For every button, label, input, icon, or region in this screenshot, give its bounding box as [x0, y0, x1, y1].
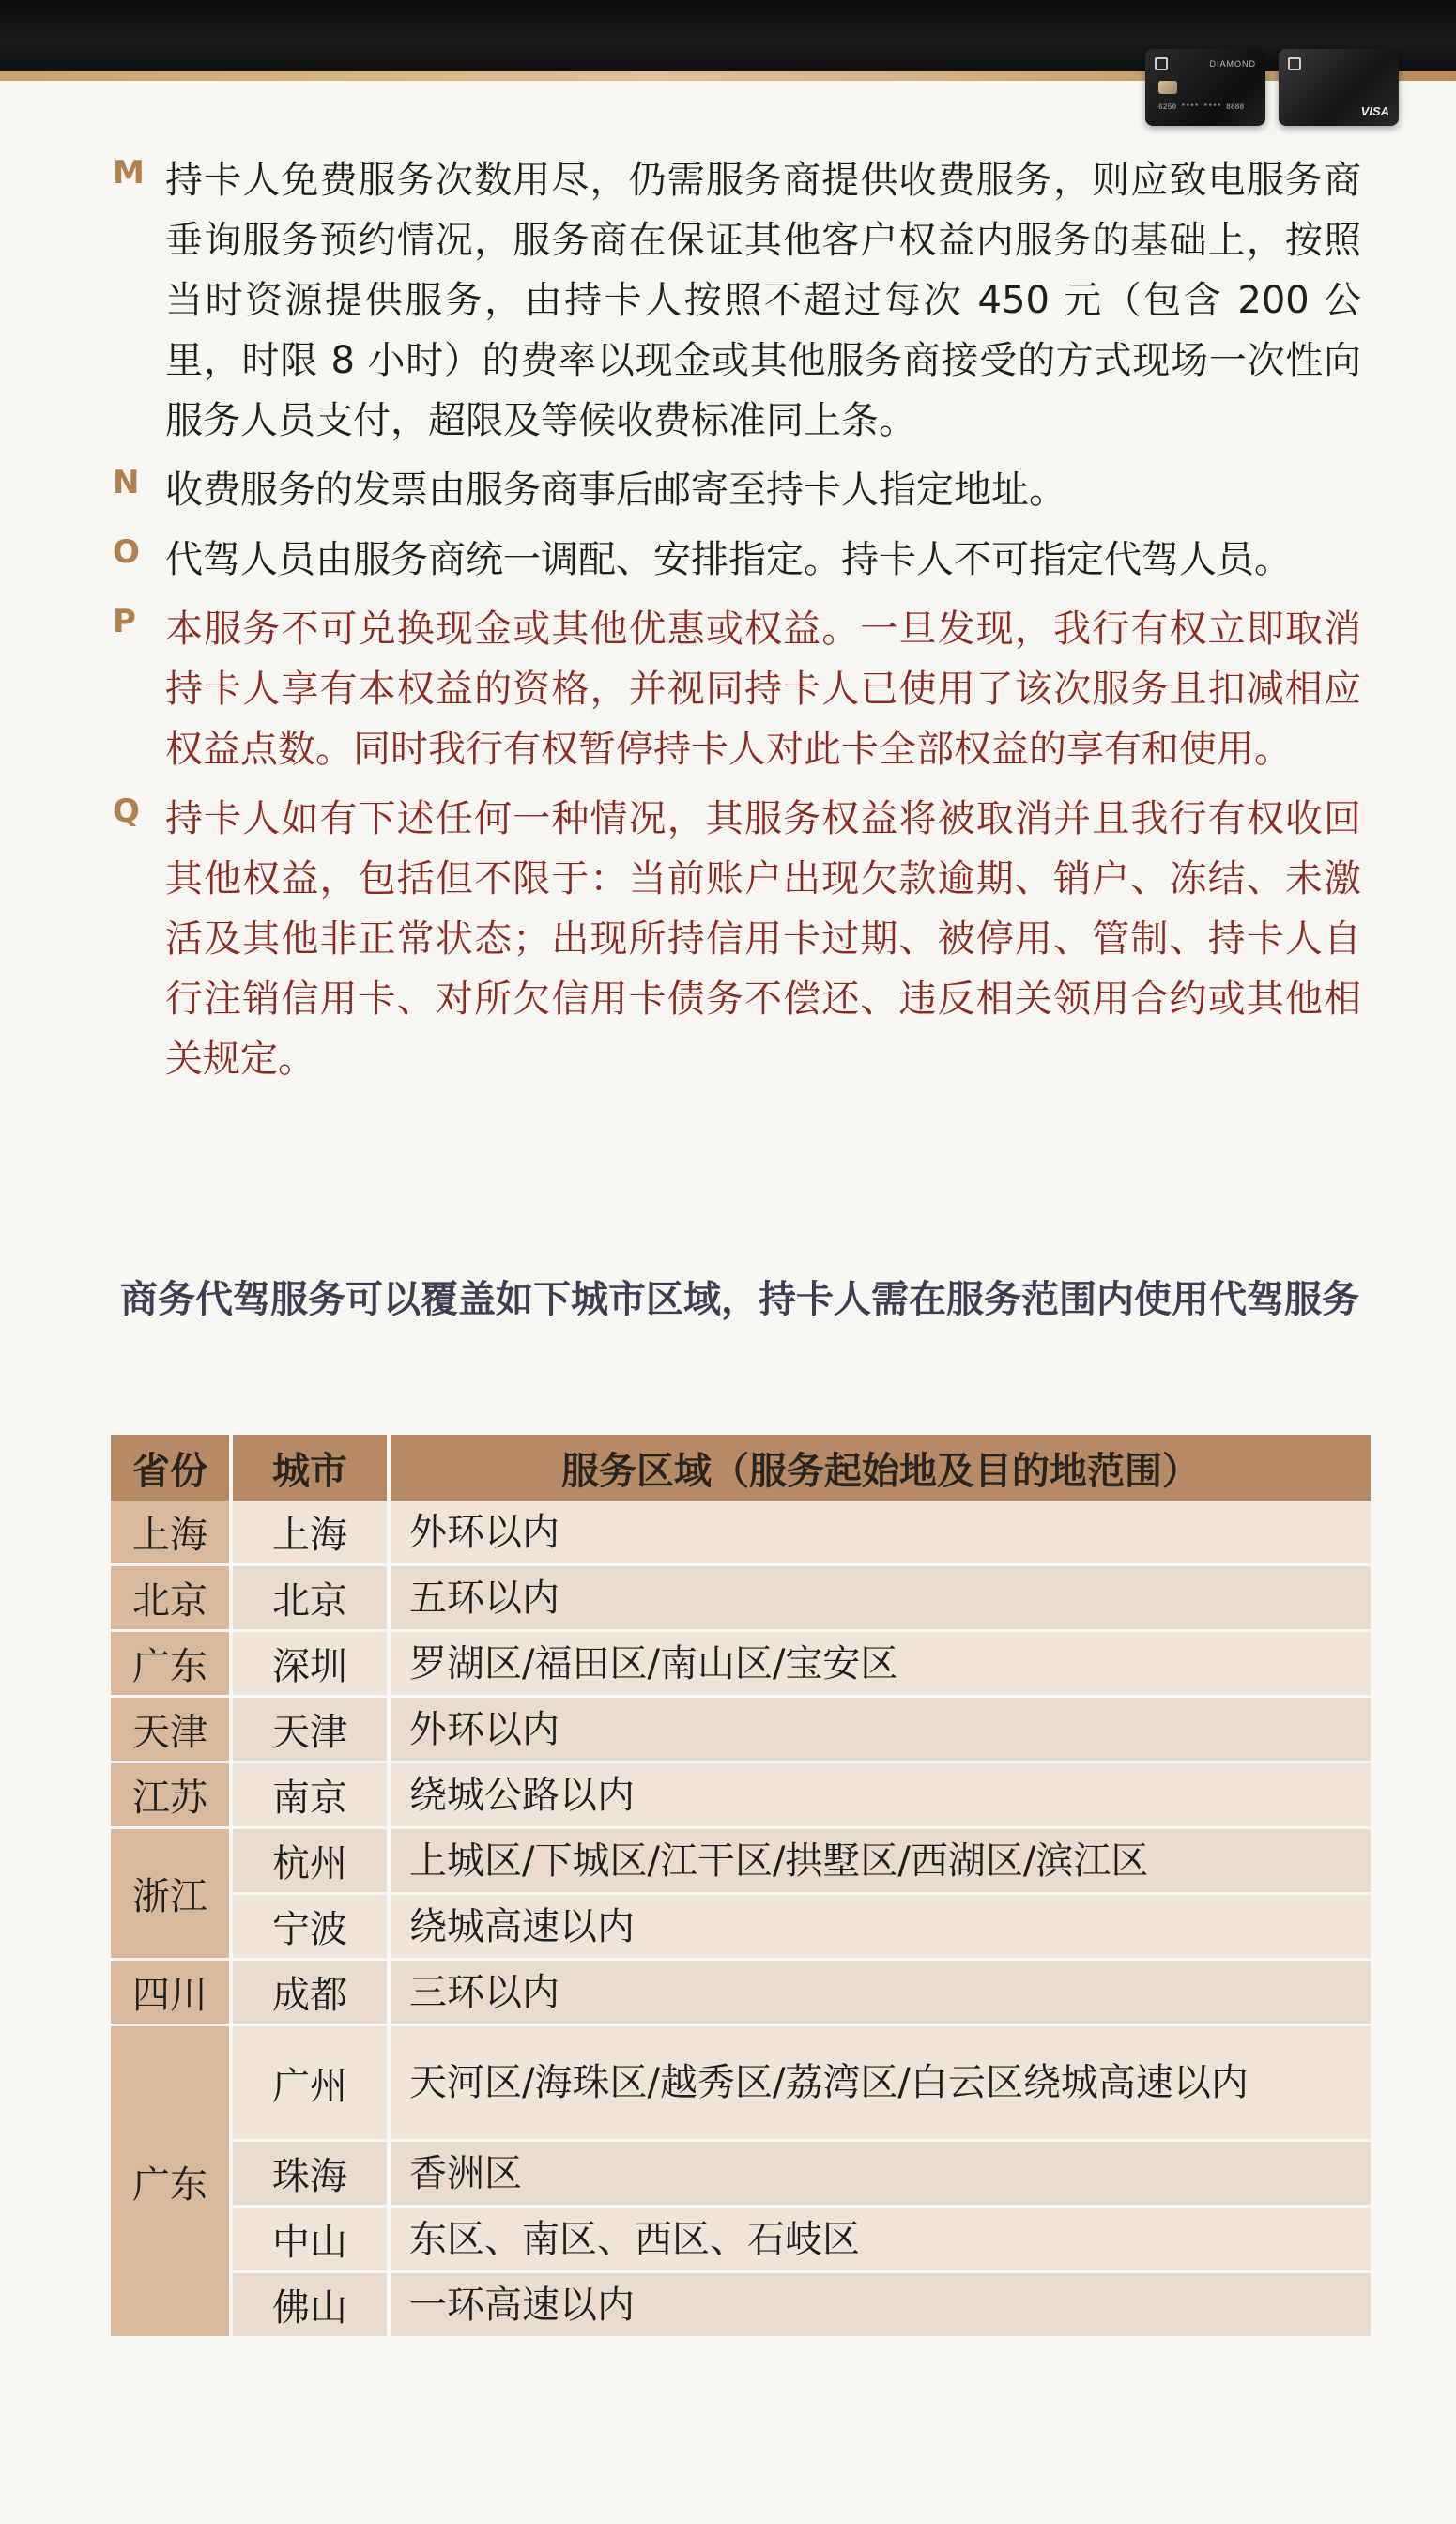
city-cell: 广州 — [231, 2025, 389, 2141]
term-text: 持卡人免费服务次数用尽，仍需服务商提供收费服务，则应致电服务商垂询服务预约情况，服务商在保证其他客户权益内服务的基础上，按照当时资源提供服务，由持卡人按照不超过每次 450 元（包含 200 公里，时限 8 小时）的费率以现金或其他服务商接受的方式现场一次性向服务人员支付，超限及等候收费标准同上条。 — [165, 159, 1361, 442]
area-cell: 一环高速以内 — [389, 2272, 1371, 2338]
province-cell: 四川 — [111, 1960, 231, 2025]
term-letter: N — [113, 464, 140, 501]
table-row — [111, 1631, 1371, 1697]
province-cell: 广东 — [111, 2025, 231, 2338]
area-cell: 香洲区 — [389, 2141, 1371, 2207]
term-letter: O — [113, 533, 140, 571]
area-cell: 三环以内 — [389, 1960, 1371, 2025]
table-row — [111, 1697, 1371, 1762]
area-cell: 绕城高速以内 — [389, 1894, 1371, 1960]
area-cell: 上城区/下城区/江干区/拱墅区/西湖区/滨江区 — [389, 1828, 1371, 1894]
card-chip-icon — [1158, 81, 1177, 94]
term-text: 本服务不可兑换现金或其他优惠或权益。一旦发现，我行有权立即取消持卡人享有本权益的资格，并视同持卡人已使用了该次服务且扣减相应权益点数。同时我行有权暂停持卡人对此卡全部权益的享有和使用。 — [165, 608, 1361, 771]
province-cell: 浙江 — [111, 1828, 231, 1960]
table-row — [111, 2141, 1371, 2207]
province-cell: 北京 — [111, 1565, 231, 1631]
bank-logo-icon — [1155, 57, 1168, 70]
province-cell: 上海 — [111, 1501, 231, 1565]
term-letter: P — [113, 603, 136, 640]
city-cell: 珠海 — [231, 2141, 389, 2207]
city-cell: 天津 — [231, 1697, 389, 1762]
province-cell: 天津 — [111, 1697, 231, 1762]
terms-list — [113, 150, 1361, 1099]
card-number: 6250 **** **** 8888 — [1158, 103, 1245, 112]
table-row — [111, 1960, 1371, 2025]
city-cell: 深圳 — [231, 1631, 389, 1697]
area-cell: 五环以内 — [389, 1565, 1371, 1631]
header-city: 城市 — [231, 1435, 389, 1501]
credit-card-image-diamond — [1145, 49, 1265, 126]
area-cell: 外环以内 — [389, 1697, 1371, 1762]
coverage-heading: 商务代驾服务可以覆盖如下城市区域，持卡人需在服务范围内使用代驾服务 — [120, 1278, 1359, 1321]
term-item-q — [113, 789, 1361, 1089]
area-cell: 东区、南区、西区、石岐区 — [389, 2207, 1371, 2272]
province-cell: 江苏 — [111, 1762, 231, 1828]
table-row — [111, 2025, 1371, 2141]
term-text: 收费服务的发票由服务商事后邮寄至持卡人指定地址。 — [165, 469, 1066, 512]
table-row — [111, 1501, 1371, 1565]
visa-logo: VISA — [1360, 104, 1389, 118]
term-letter: Q — [113, 793, 140, 830]
term-item-p — [113, 599, 1361, 779]
table-row — [111, 1894, 1371, 1960]
area-cell: 天河区/海珠区/越秀区/荔湾区/白云区绕城高速以内 — [389, 2025, 1371, 2141]
area-cell: 外环以内 — [389, 1501, 1371, 1565]
term-item-n — [113, 460, 1361, 520]
term-item-o — [113, 530, 1361, 590]
card-name: DIAMOND — [1209, 59, 1256, 69]
city-cell: 上海 — [231, 1501, 389, 1565]
bank-logo-icon — [1288, 57, 1301, 70]
table-row — [111, 1762, 1371, 1828]
term-text: 代驾人员由服务商统一调配、安排指定。持卡人不可指定代驾人员。 — [165, 538, 1292, 581]
table-row — [111, 1828, 1371, 1894]
city-cell: 杭州 — [231, 1828, 389, 1894]
header-area: 服务区域（服务起始地及目的地范围） — [389, 1435, 1371, 1501]
province-cell: 广东 — [111, 1631, 231, 1697]
city-cell: 宁波 — [231, 1894, 389, 1960]
city-cell: 南京 — [231, 1762, 389, 1828]
table-row — [111, 1565, 1371, 1631]
city-cell: 成都 — [231, 1960, 389, 2025]
area-cell: 绕城公路以内 — [389, 1762, 1371, 1828]
term-item-m — [113, 150, 1361, 451]
credit-card-image-visa — [1279, 49, 1399, 126]
table-row — [111, 2272, 1371, 2338]
term-letter: M — [113, 154, 145, 192]
service-area-table — [111, 1435, 1371, 2339]
area-cell: 罗湖区/福田区/南山区/宝安区 — [389, 1631, 1371, 1697]
table-row — [111, 2207, 1371, 2272]
term-text: 持卡人如有下述任何一种情况，其服务权益将被取消并且我行有权收回其他权益，包括但不限于：当前账户出现欠款逾期、销户、冻结、未激活及其他非正常状态；出现所持信用卡过期、被停用、管制、持卡人自行注销信用卡、对所欠信用卡债务不偿还、违反相关领用合约或其他相关规定。 — [165, 797, 1361, 1081]
table-header-row — [111, 1435, 1371, 1501]
header-province: 省份 — [111, 1435, 231, 1501]
city-cell: 中山 — [231, 2207, 389, 2272]
city-cell: 北京 — [231, 1565, 389, 1631]
city-cell: 佛山 — [231, 2272, 389, 2338]
